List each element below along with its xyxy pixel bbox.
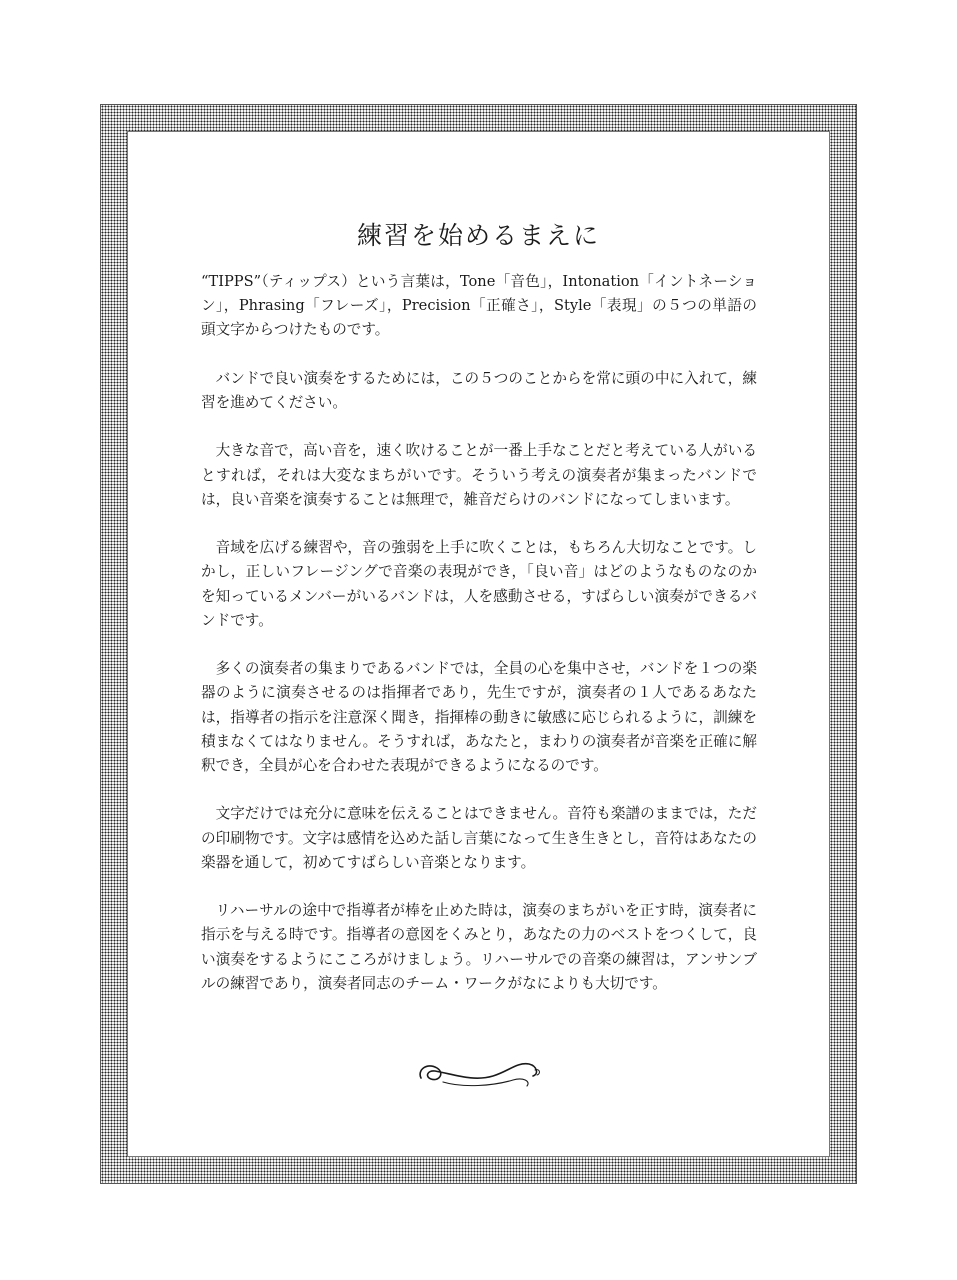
- paragraph-loud-fast: 大きな音で，高い音を，速く吹けることが一番上手なことだと考えている人がいるとすれば，それは大変なまちがいです。そういう考えの演奏者が集まったバンドでは，良い音楽を演奏することは無理で，雑音だらけのバンドになってしまいます。: [201, 442, 757, 508]
- page-title: 練習を始めるまえに: [356, 221, 600, 250]
- paragraph-notation: 文字だけでは充分に意味を伝えることはできません。音符も楽譜のままでは，ただの印刷物です。文字は感情を込めた話し言葉になって生き生きとし，音符はあなたの楽器を通して，初めてすばらしい音楽となります。: [201, 805, 757, 871]
- document-body: [201, 270, 757, 1020]
- paragraph-conductor: 多くの演奏者の集まりであるバンドでは，全員の心を集中させ，バンドを１つの楽器のように演奏させるのは指揮者であり，先生ですが，演奏者の１人であるあなたは，指導者の指示を注意深く聞き，指揮棒の動きに敏感に応じられるように，訓練を積まなくてはなりません。そうすれば，あなたと，まわりの演奏者が音楽を正確に解釈でき，全員が心を合わせた表現ができるようになるのです。: [201, 660, 757, 774]
- paragraph-range-dynamics: 音域を広げる練習や，音の強弱を上手に吹くことは，もちろん大切なことです。しかし，正しいフレージングで音楽の表現ができ，「良い音」はどのようなものなのかを知っているメンバーがいるバンドは，人を感動させる，すばらしい演奏ができるバンドです。: [201, 539, 757, 629]
- paragraph-practice: バンドで良い演奏をするためには，この５つのことからを常に頭の中に入れて，練習を進めてください。: [201, 369, 757, 411]
- paragraph-rehearsal: リハーサルの途中で指導者が棒を止めた時は，演奏のまちがいを正す時，演奏者に指示を与える時です。指導者の意図をくみとり，あなたの力のベストをつくして，良い演奏をするようにこころがけましょう。リハーサルでの音楽の練習は，アンサンブルの練習であり，演奏者同志のチーム・ワークがなによりも大切です。: [201, 902, 757, 992]
- flourish-ornament-icon: [413, 1048, 543, 1094]
- paragraph-tipps-intro: “TIPPS”（ティップス）という言葉は，Tone「音色」，Intonation「イントネーション」，Phrasing「フレーズ」，Precision「正確さ」，Style「表現」の５つの単語の頭文字からつけたものです。: [201, 273, 757, 339]
